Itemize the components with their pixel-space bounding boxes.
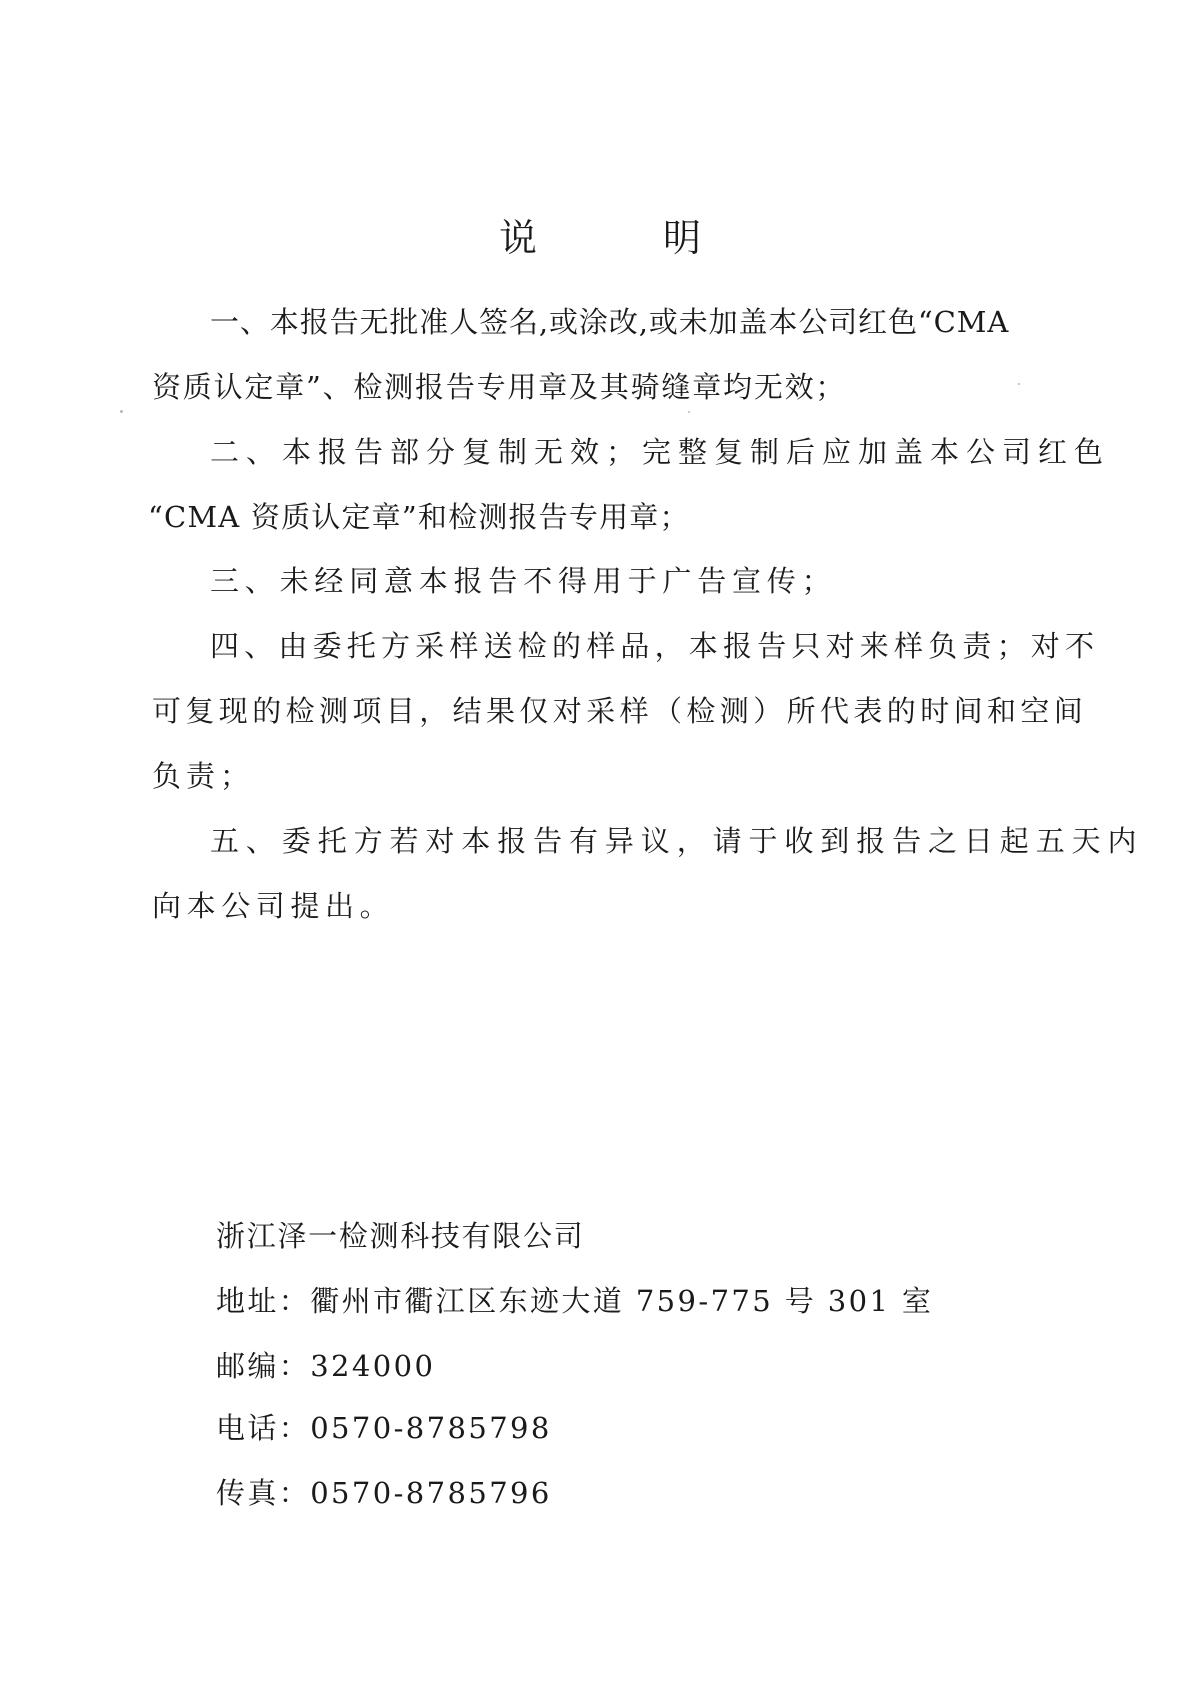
clause-4-line-1: 四、由委托方采样送检的样品，本报告只对来样负责；对不	[210, 629, 1100, 663]
clause-4-line-2: 可复现的检测项目，结果仅对采样（检测）所代表的时间和空间	[152, 694, 1088, 728]
company-address: 地址：衢州市衢江区东迹大道 759-775 号 301 室	[216, 1284, 934, 1318]
scan-speck	[1018, 383, 1020, 385]
clause-2-line-1: 二、本报告部分复制无效；完整复制后应加盖本公司红色	[210, 435, 1111, 469]
clause-5-line-2: 向本公司提出。	[152, 889, 395, 923]
scan-speck	[688, 411, 690, 413]
company-fax: 传真：0570-8785796	[216, 1476, 552, 1510]
company-name: 浙江泽一检测科技有限公司	[216, 1219, 585, 1253]
page-title: 说 明	[498, 216, 745, 260]
company-postcode: 邮编：324000	[216, 1349, 436, 1383]
clause-1-line-2: 资质认定章”、检测报告专用章及其骑缝章均无效；	[152, 370, 847, 404]
clause-2-line-2: “CMA 资质认定章”和检测报告专用章；	[148, 500, 690, 534]
scan-speck	[120, 410, 123, 413]
clause-4-line-3: 负责；	[152, 759, 255, 793]
clause-5-line-1: 五、委托方若对本报告有异议，请于收到报告之日起五天内	[210, 824, 1144, 858]
clause-3-line-1: 三、未经同意本报告不得用于广告宣传；	[210, 564, 837, 598]
company-phone: 电话：0570-8785798	[216, 1411, 552, 1445]
clause-1-line-1: 一、本报告无批准人签名,或涂改,或未加盖本公司红色“CMA	[210, 305, 1010, 339]
